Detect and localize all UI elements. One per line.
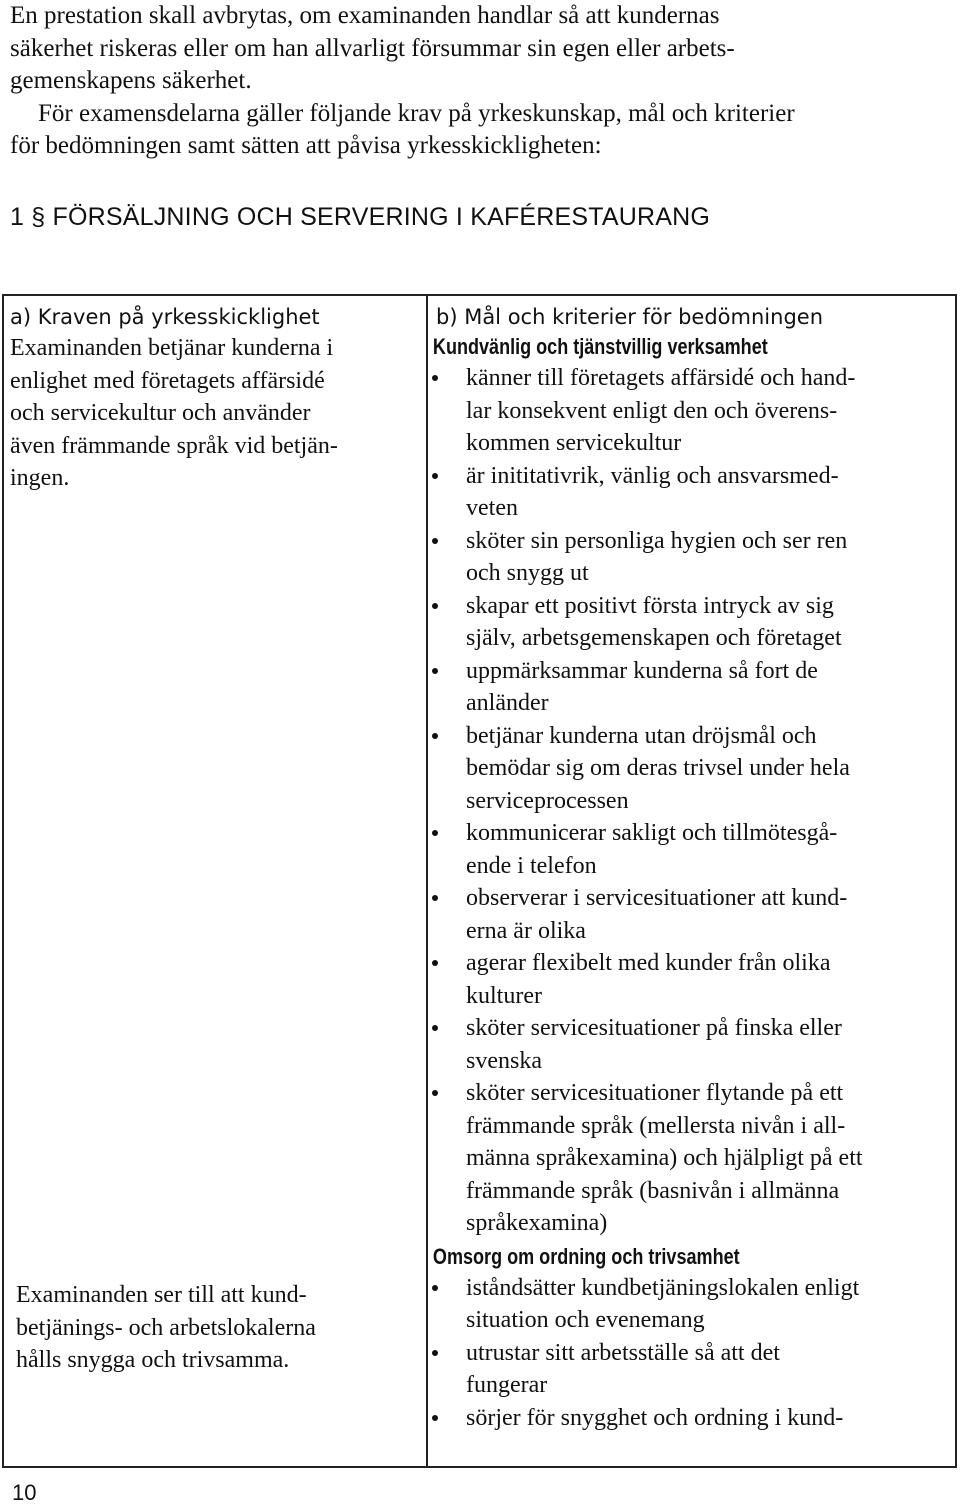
bullet-icon	[432, 1090, 438, 1096]
text-line: ingen.	[10, 465, 70, 491]
criteria-group-title: Kundvänlig och tjänstvillig verksamhet	[432, 334, 768, 359]
criteria-item	[432, 817, 955, 882]
criteria-item-line: erna är olika	[466, 917, 586, 944]
criteria-item-line: känner till företagets affärsidé och hand-	[466, 365, 856, 391]
criteria-item	[432, 1272, 955, 1337]
section-title: 1 § FÖRSÄLJNING OCH SERVERING I KAFÉRESTAURANG	[10, 203, 711, 231]
criteria-item	[432, 362, 955, 460]
intro-line: gemenskapens säkerhet.	[10, 67, 252, 94]
criteria-group-title: Omsorg om ordning och trivsamhet	[432, 1243, 740, 1269]
bullet-icon	[432, 375, 438, 381]
text-line: betjänings- och arbetslokalerna	[16, 1314, 316, 1341]
criteria-column	[427, 295, 956, 1467]
bullet-icon	[432, 1025, 438, 1031]
criteria-item	[432, 590, 955, 655]
criteria-item-line: kommen servicekultur	[466, 430, 682, 456]
criteria-item-line: agerar flexibelt med kunder från olika	[466, 950, 831, 976]
requirements-paragraph-2	[10, 1279, 416, 1377]
criteria-item-line: bemödar sig om deras trivsel under hela	[466, 755, 850, 781]
criteria-item-line: sörjer för snygghet och ordning i kund-	[466, 1404, 844, 1431]
criteria-item-line: själv, arbetsgemenskapen och företaget	[466, 625, 842, 651]
text-line: och servicekultur och använder	[10, 400, 311, 426]
bullet-icon	[432, 960, 438, 966]
criteria-item	[432, 655, 955, 720]
criteria-item-line: uppmärksammar kunderna så fort de	[466, 657, 818, 684]
text-line: hålls snygga och trivsamma.	[16, 1347, 290, 1373]
criteria-item-line: iståndsätter kundbetjäningslokalen enligt	[466, 1274, 860, 1301]
bullet-icon	[432, 895, 438, 901]
criteria-item	[432, 460, 955, 525]
criteria-item-line: skapar ett positivt första intryck av sig	[466, 592, 834, 619]
criteria-item-line: kommunicerar sakligt och tillmötesgå-	[466, 820, 838, 846]
requirements-column	[3, 295, 427, 1467]
bullet-icon	[432, 473, 438, 479]
criteria-item-line: sköter sin personliga hygien och ser ren	[466, 527, 848, 554]
intro-line: För examensdelarna gäller följande krav på yrkeskunskap, mål och kriterier	[38, 99, 795, 127]
criteria-item-line: främmande språk (mellersta nivån i all-	[466, 1112, 846, 1139]
bullet-icon	[432, 1415, 438, 1421]
text-line: Examinanden betjänar kunderna i	[10, 335, 334, 361]
criteria-item	[432, 525, 955, 590]
bullet-icon	[432, 668, 438, 674]
criteria-item	[432, 1077, 955, 1240]
criteria-item-line: är inititativrik, vänlig och ansvarsmed-	[466, 462, 839, 489]
text-line: enlighet med företagets affärsidé	[10, 367, 325, 394]
criteria-heading: b) Mål och kriterier för bedömningen	[436, 305, 824, 329]
text-line: även främmande språk vid betjän-	[10, 432, 338, 459]
criteria-item-line: och snygg ut	[466, 560, 589, 586]
intro-line: säkerhet riskeras eller om han allvarligt försummar sin egen eller arbets-	[10, 34, 735, 62]
criteria-item	[432, 720, 955, 818]
bullet-icon	[432, 1350, 438, 1356]
criteria-item-line: observerar i servicesituationer att kund-	[466, 885, 848, 911]
intro-text	[10, 0, 940, 163]
criteria-item-line: serviceprocessen	[466, 787, 629, 814]
bullet-icon	[432, 733, 438, 739]
criteria-item	[432, 947, 955, 1012]
criteria-item-line: kulturer	[466, 982, 542, 1009]
intro-line: för bedömningen samt sätten att påvisa yrkesskickligheten:	[10, 132, 602, 159]
criteria-item-line: språkexamina)	[466, 1210, 608, 1236]
bullet-icon	[432, 1285, 438, 1291]
bullet-icon	[432, 603, 438, 609]
criteria-item-line: betjänar kunderna utan dröjsmål och	[466, 722, 817, 749]
criteria-item-line: situation och evenemang	[466, 1307, 705, 1333]
criteria-item-line: utrustar sitt arbetsställe så att det	[466, 1339, 780, 1366]
bullet-icon	[432, 538, 438, 544]
criteria-item-line: främmande språk (basnivån i allmänna	[466, 1177, 840, 1204]
criteria-list	[428, 1272, 955, 1435]
text-line: Examinanden ser till att kund-	[16, 1282, 307, 1308]
criteria-item-line: veten	[466, 495, 518, 521]
requirements-heading: a) Kraven på yrkesskicklighet	[10, 305, 320, 329]
requirements-paragraph-1	[4, 332, 426, 495]
criteria-item-line: männa språkexamina) och hjälpligt på ett	[466, 1145, 863, 1171]
criteria-item-line: ende i telefon	[466, 852, 597, 879]
criteria-item-line: sköter servicesituationer på finska eller	[466, 1015, 842, 1041]
criteria-item	[432, 1337, 955, 1402]
requirements-table	[2, 294, 957, 1468]
criteria-item-line: anländer	[466, 690, 549, 716]
criteria-item	[432, 1012, 955, 1077]
criteria-list	[428, 362, 955, 1240]
intro-line: En prestation skall avbrytas, om examinanden handlar så att kundernas	[10, 2, 720, 29]
bullet-icon	[432, 830, 438, 836]
criteria-item	[432, 1402, 955, 1435]
criteria-item-line: sköter servicesituationer flytande på ett	[466, 1080, 844, 1106]
page-number: 10	[12, 1480, 37, 1505]
criteria-item-line: lar konsekvent enligt den och överens-	[466, 397, 838, 424]
criteria-item-line: svenska	[466, 1047, 542, 1074]
criteria-item	[432, 882, 955, 947]
criteria-item-line: fungerar	[466, 1372, 548, 1398]
